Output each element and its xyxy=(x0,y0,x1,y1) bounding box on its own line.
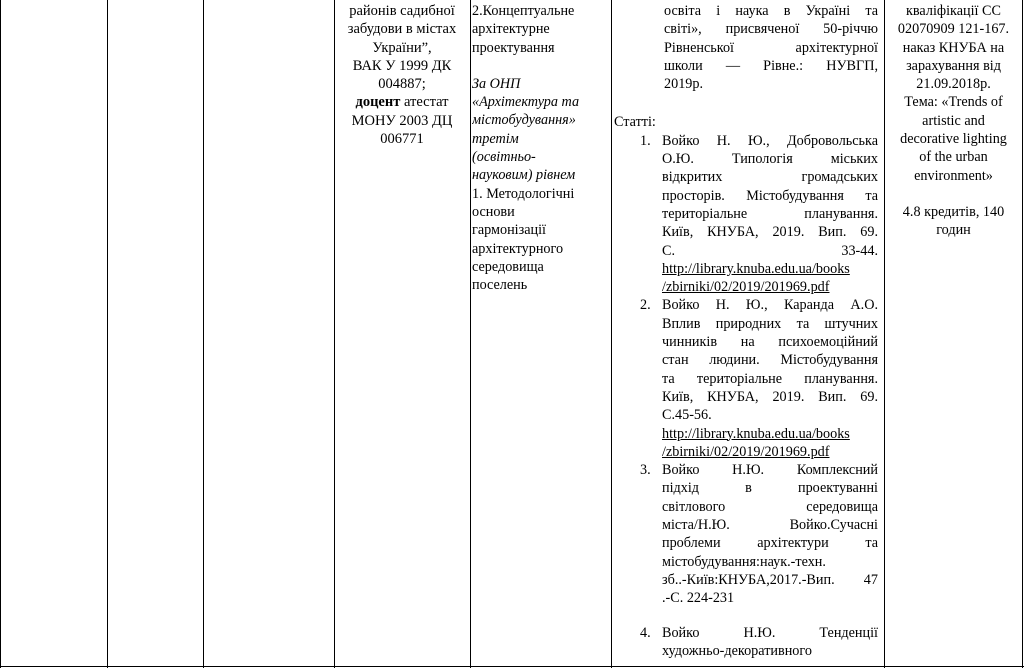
column-border xyxy=(0,0,1,668)
program-line: науковим) рівнем xyxy=(472,167,576,184)
discipline-line: основи xyxy=(472,203,515,220)
discipline-line: архітектурне xyxy=(472,21,550,38)
intro-line: Рівненської архітектурної xyxy=(664,39,878,56)
program-line: «Архітектура та xyxy=(472,94,580,111)
discipline-line: гармонізації xyxy=(472,222,546,239)
qualification-line: Тема: «Trends of xyxy=(904,94,1003,111)
discipline-line: 1. Методологічні xyxy=(472,185,575,202)
article-line: .-С. 224-231 xyxy=(662,590,735,607)
qualification-line: decorative lighting xyxy=(900,131,1007,148)
column-border xyxy=(884,0,885,668)
article-line: Київ, КНУБА, 2019. Вип. 69. xyxy=(662,224,878,241)
list-item xyxy=(614,624,882,661)
intro-line: світі», присвяченої 50-річчю xyxy=(664,21,878,38)
specialty-line: 004887; xyxy=(378,76,426,93)
program-line: (освітньо- xyxy=(472,149,536,166)
column-border xyxy=(1022,0,1023,668)
column-border xyxy=(334,0,335,668)
list-item-number: 2. xyxy=(640,297,651,314)
article-line: містобудування:наук.-техн. xyxy=(662,553,826,570)
article-line: просторів. Містобудування та xyxy=(662,187,878,204)
article-link[interactable]: http://library.knuba.edu.ua/books xyxy=(662,425,850,442)
qualification-line: 02070909 121-167. xyxy=(897,21,1010,38)
list-item xyxy=(614,296,882,461)
article-line: Войко Н. Ю., Каранда А.О. xyxy=(662,297,878,314)
docent-line xyxy=(337,93,467,111)
list-item xyxy=(614,132,882,297)
discipline-line: проектування xyxy=(472,39,555,56)
specialty-line: 006771 xyxy=(380,131,424,148)
credits-line: 4.8 кредитів, 140 xyxy=(902,203,1005,220)
qualification-line: artistic and xyxy=(922,112,985,129)
articles-heading: Статті: xyxy=(614,114,656,131)
article-line: територіальне планування. xyxy=(662,205,878,222)
article-link[interactable]: /zbirniki/02/2019/201969.pdf xyxy=(662,443,830,460)
article-line: стан людини. Містобудування xyxy=(662,352,878,369)
program-line: третім xyxy=(472,130,519,147)
article-line: художньо-декоративного xyxy=(662,642,812,659)
article-line: Войко Н.Ю. Комплексний xyxy=(662,462,878,479)
specialty-line: МОНУ 2003 ДЦ xyxy=(351,112,453,129)
article-line: та територіальне планування. xyxy=(662,370,878,387)
article-line: О.Ю. Типологія міських xyxy=(662,151,878,168)
spacer xyxy=(614,93,882,111)
article-link[interactable]: /zbirniki/02/2019/201969.pdf xyxy=(662,279,830,296)
intro-block xyxy=(614,2,882,93)
qualification-line: environment» xyxy=(914,167,993,184)
list-item-number: 3. xyxy=(640,462,651,479)
discipline-line: 2.Концептуальне xyxy=(472,3,575,19)
qualification-line: 21.09.2018р. xyxy=(916,76,991,93)
article-line: світлового середовища xyxy=(662,498,878,515)
hours-line: годин xyxy=(936,222,971,239)
program-line: За ОНП xyxy=(472,75,521,92)
disciplines-cell xyxy=(472,0,608,668)
article-line: Вплив природних та штучних xyxy=(662,315,878,332)
article-link[interactable]: http://library.knuba.edu.ua/books xyxy=(662,260,850,277)
qualification-line: of the urban xyxy=(919,149,988,166)
article-line: Київ, КНУБА, 2019. Вип. 69. xyxy=(662,388,878,405)
intro-line: школи — Рівне.: НУВГП, xyxy=(664,57,878,74)
qualification-line: наказ КНУБА на xyxy=(902,39,1005,56)
publications-cell xyxy=(614,0,882,668)
qualification-cell xyxy=(887,0,1020,668)
discipline-line: поселень xyxy=(472,277,528,294)
article-line: чинників на психоемоційний xyxy=(662,334,878,351)
docent-title: доцент xyxy=(355,94,401,111)
article-line: зб..-Київ:КНУБА,2017.-Вип. 47 xyxy=(662,571,878,588)
docent-rest: атестат xyxy=(400,94,449,111)
article-line: проблеми архітектури та xyxy=(662,535,878,552)
list-item-body xyxy=(662,296,882,461)
list-item-body xyxy=(662,624,882,661)
article-line: С.45-56. xyxy=(662,407,712,424)
discipline-line: архітектурного xyxy=(472,240,564,257)
article-line: Войко Н. Ю., Добровольська xyxy=(662,132,878,149)
list-item-number: 4. xyxy=(640,624,651,641)
column-border xyxy=(470,0,471,668)
article-line: Войко Н.Ю. Тенденції xyxy=(662,624,878,641)
list-item-number: 1. xyxy=(640,132,651,149)
discipline-line: середовища xyxy=(472,258,544,275)
specialty-line: забудови в містах xyxy=(347,21,457,38)
spacer xyxy=(472,57,608,75)
column-border xyxy=(203,0,204,668)
list-item-body xyxy=(662,132,882,297)
article-line: відкритих громадських xyxy=(662,169,878,186)
article-line: підхід в проектуванні xyxy=(662,480,878,497)
specialty-line: ВАК У 1999 ДК xyxy=(352,57,452,74)
intro-line: 2019р. xyxy=(664,76,704,93)
program-line: містобудування» xyxy=(472,112,576,129)
qualification-line: зарахування від xyxy=(906,57,1001,74)
column-border xyxy=(611,0,612,668)
article-line: С. 33-44. xyxy=(662,242,878,259)
list-item-body xyxy=(662,461,882,607)
specialty-cell xyxy=(337,0,467,668)
intro-line: освіта і наука в Україні та xyxy=(664,3,878,19)
spacer xyxy=(887,185,1020,203)
column-border xyxy=(107,0,108,668)
specialty-line: районів садибної xyxy=(349,3,455,19)
list-item xyxy=(614,461,882,607)
specialty-line: України”, xyxy=(372,39,432,56)
qualification-line: кваліфікації СС xyxy=(906,3,1001,19)
article-line: міста/Н.Ю. Войко.Сучасні xyxy=(662,517,878,534)
